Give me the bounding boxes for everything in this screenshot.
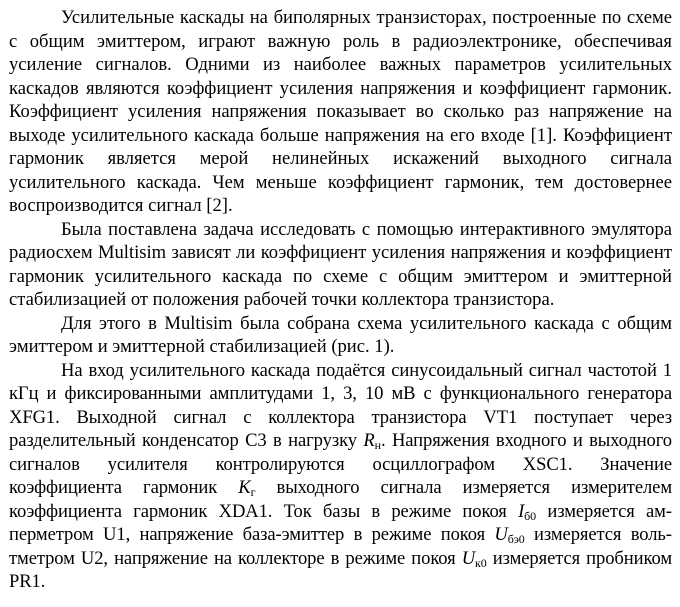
text-run: На вход усилительного каскада подаётся синусоидальный сигнал частотой 1 кГц и фиксированными амплитудами 1, 3, 10 мВ с функционального генератора XFG1. Выходной сигнал с коллектора транзистора VT1 поступает через разделительный конденсатор С3 в нагрузку — [9, 359, 672, 451]
text-run: измеряется амперметром U1, напряжение база-эмиттер в режиме покоя — [9, 500, 672, 545]
paragraph-measurement — [9, 359, 672, 594]
text-run: измеряется вольтметром U2, напряжение на коллекторе в режиме покоя — [9, 524, 672, 569]
paragraph-task: Была поставлена задача исследовать с помощью интерактивного эмулятора радиосхем Multisim зависят ли коэффициент усиления напряжения и коэффициент гармоник усилительного каскада по схеме с общим эмиттером и эмиттерной стабилизацией от положения рабочей точки коллектора транзистора. — [9, 218, 672, 310]
subscript-base-current: б0 — [524, 508, 537, 523]
symbol-i-base: I — [518, 500, 525, 522]
paragraph-intro: Усилительные каскады на биполярных транзисторах, построенные по схеме с общим эмиттером, играют важную роль в радиоэлектронике, обеспечивая усиление сигналов. Одними из наиболее важных параметров усилительных каскадов являются коэффициент усиления напряжения и коэффициент гармоник. Коэффициент усиления напряжения показывает во сколько раз напряжение на выходе усилительного каскада больше напряжения на его входе [1]. Коэффициент гармоник является мерой нелинейных искажений выходного сигнала усилительного каскада. Чем меньше коэффициент гармоник, тем достовернее воспроизводится сигнал [2]. — [9, 7, 672, 216]
subscript-load: н — [374, 438, 381, 452]
subscript-harmonic: г — [250, 485, 256, 499]
symbol-r-load: R — [363, 430, 375, 451]
paragraph-circuit: Для этого в Multisim была собрана схема усилительного каскада с общим эмиттером и эмиттерной стабилизацией (рис. 1). — [9, 312, 672, 357]
symbol-k-harmonic: K — [238, 477, 251, 498]
text-run: выходного сигнала измеряется измерителем коэффициента гармоник XDA1. Ток базы в режиме покоя — [9, 477, 672, 522]
symbol-u-collector: U — [461, 547, 476, 569]
symbol-u-base-emitter: U — [494, 524, 508, 545]
subscript-collector: к0 — [475, 555, 487, 570]
subscript-base-emitter: бэ0 — [507, 532, 525, 546]
text-run: . Напряжения входного и выходного сигналов усилителя контролируются осциллографом XSC1. Значение коэффициента гармоник — [9, 430, 673, 498]
text-run: измеряется пробником PR1. — [9, 547, 672, 592]
